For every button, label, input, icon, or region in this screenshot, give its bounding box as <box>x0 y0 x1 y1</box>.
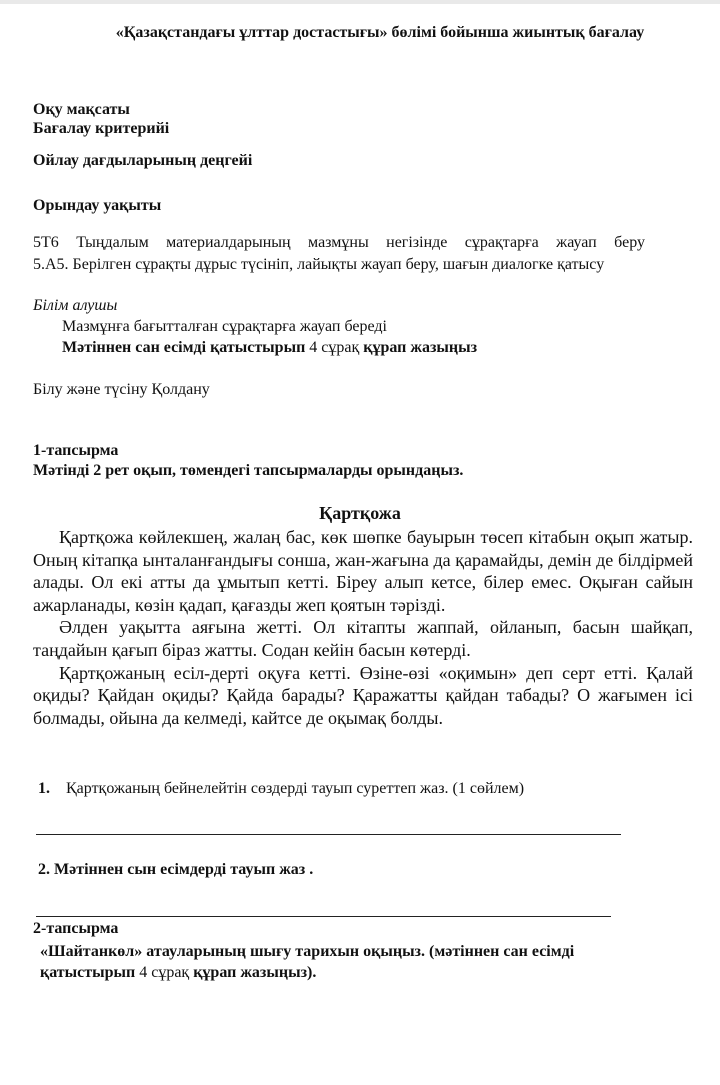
objective-2: 5.А5. Берілген сұрақты дұрыс түсініп, лайықты жауап беру, шағын диалогке қатысу <box>33 256 605 273</box>
task2-label: 2-тапсырма <box>33 920 119 937</box>
task2-instruction-bold-b: құрап жазыңыз). <box>193 964 317 981</box>
criteria-item-1: Мазмұнға бағытталған сұрақтарға жауап береді <box>62 318 387 335</box>
task2-instruction-plain: 4 сұрақ <box>139 964 190 981</box>
story-paragraph: Қартқожаның есіл-дерті оқуға кетті. Өзіне-өзі «оқимын» деп серт етті. Қалай оқиды? Қайдан оқиды? Қайда барады? Қаражатты қайдан табады? О жағымен ісі болмады, ойына да келмеді, кайтсе де оқымақ болды. <box>33 662 693 728</box>
story-paragraph: Әлден уақытта аяғына жетті. Ол кітапты жаппай, ойланып, басын шайқап, таңдайын қағып біраз жатты. Содан кейін басын көтерді. <box>33 617 693 660</box>
story-text <box>33 526 693 729</box>
answer-line-2[interactable] <box>36 916 611 917</box>
task1-instruction: Мәтінді 2 рет оқып, төмендегі тапсырмаларды орындаңыз. <box>33 462 464 479</box>
top-edge-strip <box>0 0 720 4</box>
time-label: Орындау уақыты <box>33 197 162 214</box>
criteria-label: Бағалау критерийі <box>33 120 170 137</box>
question-1-text: Қартқожаның бейнелейтін сөздерді тауып суреттеп жаз. (1 сөйлем) <box>66 780 525 797</box>
question-1 <box>38 780 524 798</box>
answer-line-1[interactable] <box>36 834 621 835</box>
question-2-number: 2. <box>38 861 50 878</box>
objective-label: Оқу мақсаты <box>33 101 130 118</box>
question-1-number: 1. <box>38 780 50 797</box>
page-title: «Қазақстандағы ұлттар достастығы» бөлімі бойынша жиынтық бағалау <box>115 24 645 41</box>
criteria-item-2-bold-a: Мәтіннен сан есімді қатыстырып <box>62 339 306 356</box>
skills-label: Ойлау дағдыларының деңгейі <box>33 152 253 169</box>
story-title: Қартқожа <box>319 503 401 523</box>
skills-level-value: Білу және түсіну Қолдану <box>33 381 210 398</box>
criteria-item-2-plain: 4 сұрақ <box>309 339 360 356</box>
story-paragraph: Қартқожа көйлекшең, жалаң бас, көк шөпке бауырын төсеп кітабын оқып жатыр. Оның кітапқа ынталанғандығы сонша, жан-жағына да қарамайды, демін де білдірмей алады. Ол екі атты да ұмытып кетті. Біреу алып кетсе, білер емес. Оқыған сайын ажарланады, көзін қадап, қағазды жеп қоятын тәрізді. <box>33 527 693 615</box>
criteria-item-2-bold-b: құрап жазыңыз <box>363 339 478 356</box>
question-2 <box>38 861 313 879</box>
question-2-text: Мәтіннен сын есімдерді тауып жаз . <box>54 861 314 878</box>
task2-instruction-bold-a: «Шайтанкөл» атауларының шығу тарихын оқыңыз. (мәтіннен сан есімді қатыстырып <box>40 943 575 981</box>
criteria-item-2 <box>62 339 477 357</box>
task1-label: 1-тапсырма <box>33 442 119 459</box>
objective-1: 5Т6 Тыңдалым материалдарының мазмұны негізінде сұрақтарға жауап беру <box>33 234 645 251</box>
task2-instruction <box>40 941 600 983</box>
learner-label: Білім алушы <box>33 297 118 314</box>
